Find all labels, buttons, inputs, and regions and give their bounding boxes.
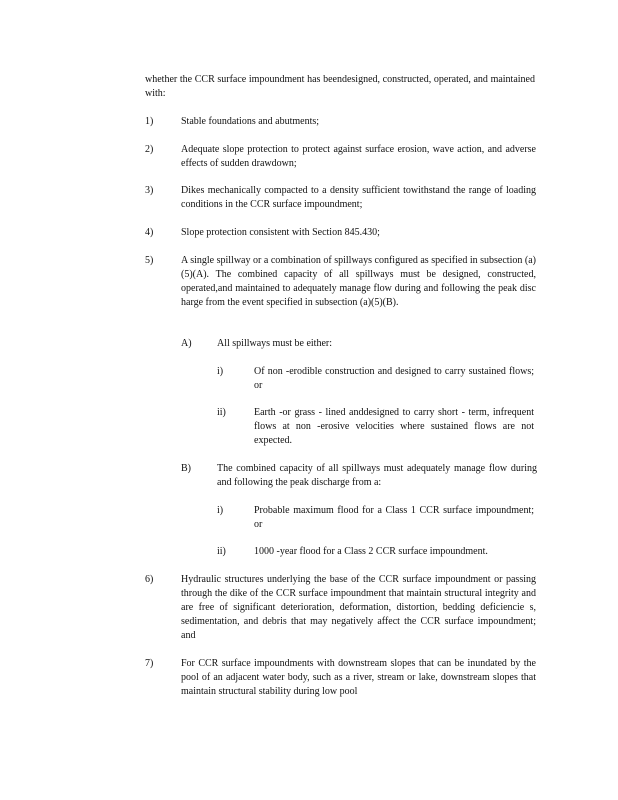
item-number: 3): [145, 185, 154, 196]
item-number: 1): [145, 116, 154, 127]
sub-sub-item-text: 1000 -year flood for a Class 2 CCR surface impoundment.: [254, 546, 488, 557]
item-text: Dikes mechanically compacted to a density sufficient towithstand the range of loading conditions in the CCR surface impoundment;: [181, 185, 536, 210]
item-text: Adequate slope protection to protect against surface erosion, wave action, and adverse effects of sudden drawdown;: [181, 144, 536, 169]
sub-item-text: All spillways must be either:: [217, 338, 332, 349]
intro-paragraph: whether the CCR surface impoundment has beendesigned, constructed, operated, and maintained with:: [145, 74, 535, 99]
sub-item-number: A): [181, 338, 192, 349]
item-text: Stable foundations and abutments;: [181, 116, 320, 127]
item-text: A single spillway or a combination of spillways configured as specified in subsection (a)(5)(A). The combined capacity of all spillways must be designed, constructed, operated,and maintained to adequately manage flow during and following the peak disc harge from the event specified in subsection (a)(5)(B).: [181, 255, 536, 308]
sub-item-number: B): [181, 463, 191, 474]
item-number: 4): [145, 227, 154, 238]
item-text: For CCR surface impoundments with downstream slopes that can be inundated by the pool of an adjacent water body, such as a river, stream or lake, downstream slopes that maintain structural stability during low pool: [181, 658, 536, 697]
item-text: Hydraulic structures underlying the base of the CCR surface impoundment or passing through the dike of the CCR surface impoundment that maintain structural integrity and are free of significant deterioration, deformation, distortion, bedding deficiencie s, sedimentation, and debris that may negatively affect the CCR surface impoundment; and: [181, 574, 536, 641]
item-number: 7): [145, 658, 154, 669]
item-text: Slope protection consistent with Section 845.430;: [181, 227, 380, 238]
sub-item-text: The combined capacity of all spillways must adequately manage flow during and following the peak discharge from a:: [217, 463, 537, 488]
sub-sub-item-text: Of non -erodible construction and designed to carry sustained flows; or: [254, 366, 534, 391]
sub-sub-item-text: Earth -or grass - lined anddesigned to carry short - term, infrequent flows at non -erosive velocities where sustained flows are not expected.: [254, 407, 534, 446]
sub-sub-item-number: i): [217, 505, 224, 516]
sub-sub-item-number: i): [217, 366, 224, 377]
sub-sub-item-number: ii): [217, 407, 226, 418]
item-number: 5): [145, 255, 154, 266]
item-number: 6): [145, 574, 154, 585]
item-number: 2): [145, 144, 154, 155]
sub-sub-item-text: Probable maximum flood for a Class 1 CCR surface impoundment; or: [254, 505, 534, 530]
sub-sub-item-number: ii): [217, 546, 226, 557]
